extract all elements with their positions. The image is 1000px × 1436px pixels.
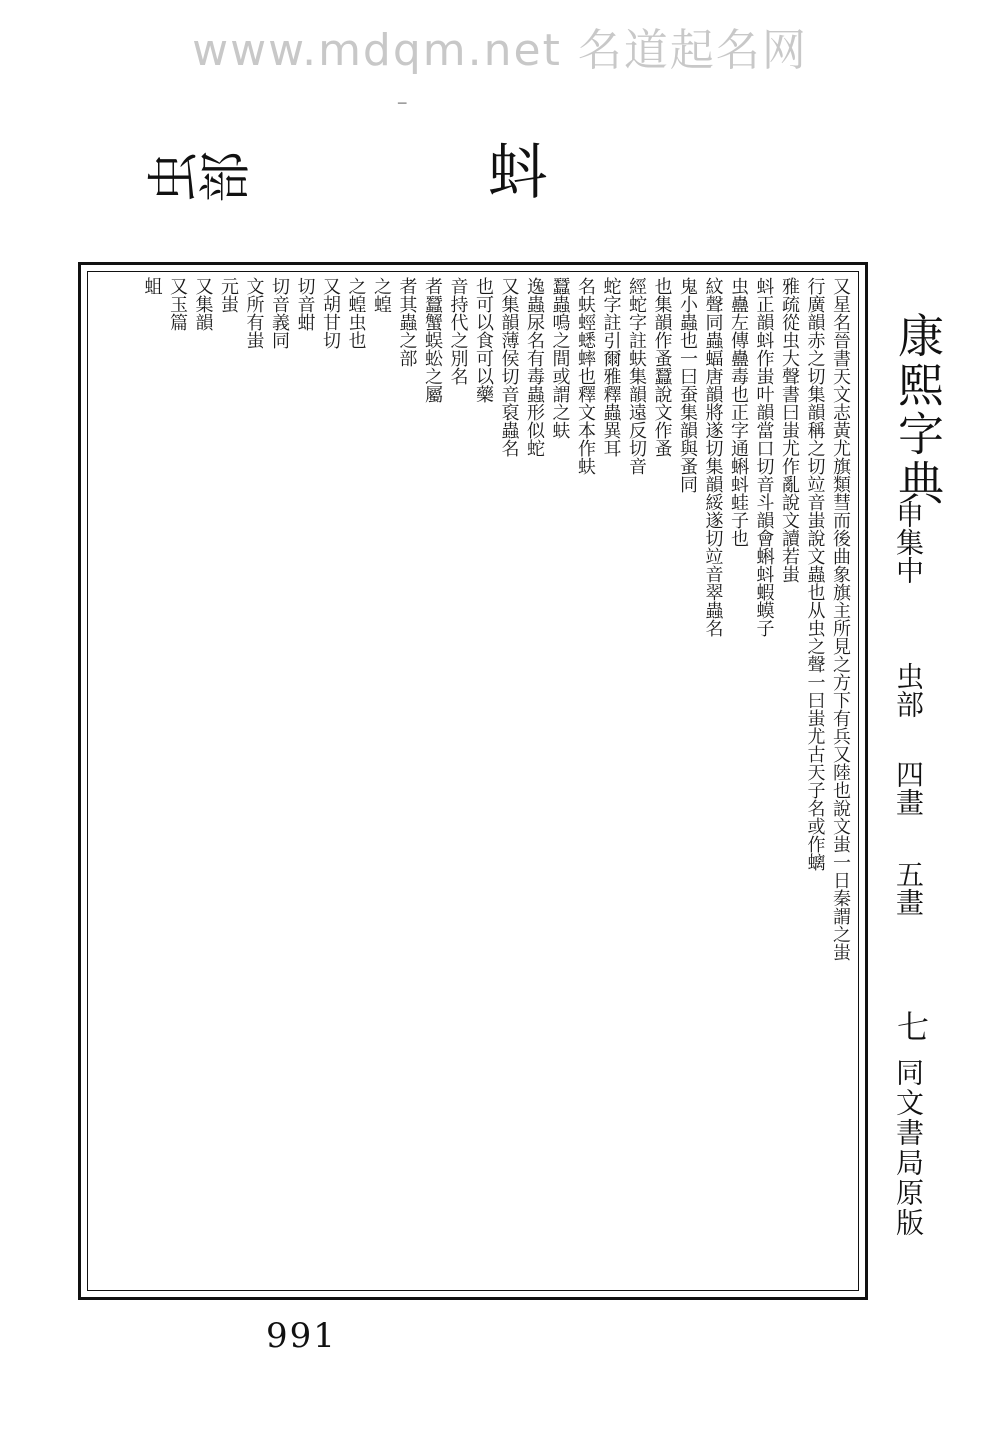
text-column: 蠶蟲鳴之間或謂之蚨 [549,277,571,439]
seal-script-right: 蚪 [478,140,548,200]
text-column: 之蝗虫也 [345,277,367,349]
margin-strokes: 四畫 [892,760,925,816]
page-frame [78,262,868,1300]
margin-strokes-five: 五畫 [892,860,925,916]
text-column: 者蠶蟹蜈蚣之屬 [422,277,443,403]
text-column: 紋聲同蟲蝠唐韻將遂切集韻綏遂切竝音翠蟲名 [702,277,724,637]
text-column: 又胡甘切 [320,277,341,349]
text-column: 切音蚶 [294,277,316,331]
margin-publisher: 同文書局原版 [892,1058,925,1238]
text-column: 又玉篇 [167,277,188,331]
text-column: 者其蟲之部 [396,277,418,367]
margin-radical: 虫部 [892,662,925,718]
text-column: 也可以食可以藥 [473,277,494,403]
text-column: 也集韻作蚤蠶說文作蚤 [651,277,673,457]
text-column: 又集韻 [192,277,214,331]
text-column: 元蚩 [218,277,239,313]
text-column: 音持代之別名 [447,277,469,385]
text-column: 逸蟲尿名有毒蟲形似蛇 [524,277,545,457]
text-column: 行廣韻赤之切集韻稱之切竝音蚩說文蟲也从虫之聲一曰蚩尤古天子名或作螭 [804,277,826,871]
margin-page-char: 七 [892,1010,930,1042]
seal-script-left: 虫部 [145,152,250,213]
text-column: 蛆 [141,277,163,295]
text-column: 又星名晉書天文志黃尤旗類彗而後曲象旗主所見之方下有兵又陸也說文蚩一日秦謂之蚩 [830,277,851,961]
text-column: 名蚨蛵蟋蟀也釋文本作蚨 [575,277,596,475]
page-number: 991 [266,1316,337,1356]
text-column: 之蝗 [371,277,392,313]
dictionary-body [93,277,853,1285]
top-tick: ─ [398,96,407,112]
text-column: 鬼小蟲也一曰蚕集韻與蚤同 [677,277,698,493]
text-column: 蛇字註引爾雅釋蟲異耳 [600,277,622,457]
text-column: 經蛇字註蚨集韻遠反切音 [626,277,647,475]
text-column: 虫蠱左傳蠱毒也正字通蝌蚪蛙子也 [728,277,749,547]
text-column: 雅疏從虫大聲書曰蚩尤作亂說文讀若蚩 [779,277,800,583]
text-column: 文所有蚩 [243,277,265,349]
margin-title: 康熙字典 [891,312,945,508]
text-column: 又集韻薄侯切音裒蟲名 [498,277,520,457]
watermark: www.mdqm.net 名道起名网 [192,25,808,76]
margin-section: 申集中 [892,500,925,584]
text-column: 切音義同 [269,277,290,349]
text-column: 蚪正韻蚪作蚩叶韻當口切音斗韻會蝌蚪蝦蟆子 [753,277,775,637]
